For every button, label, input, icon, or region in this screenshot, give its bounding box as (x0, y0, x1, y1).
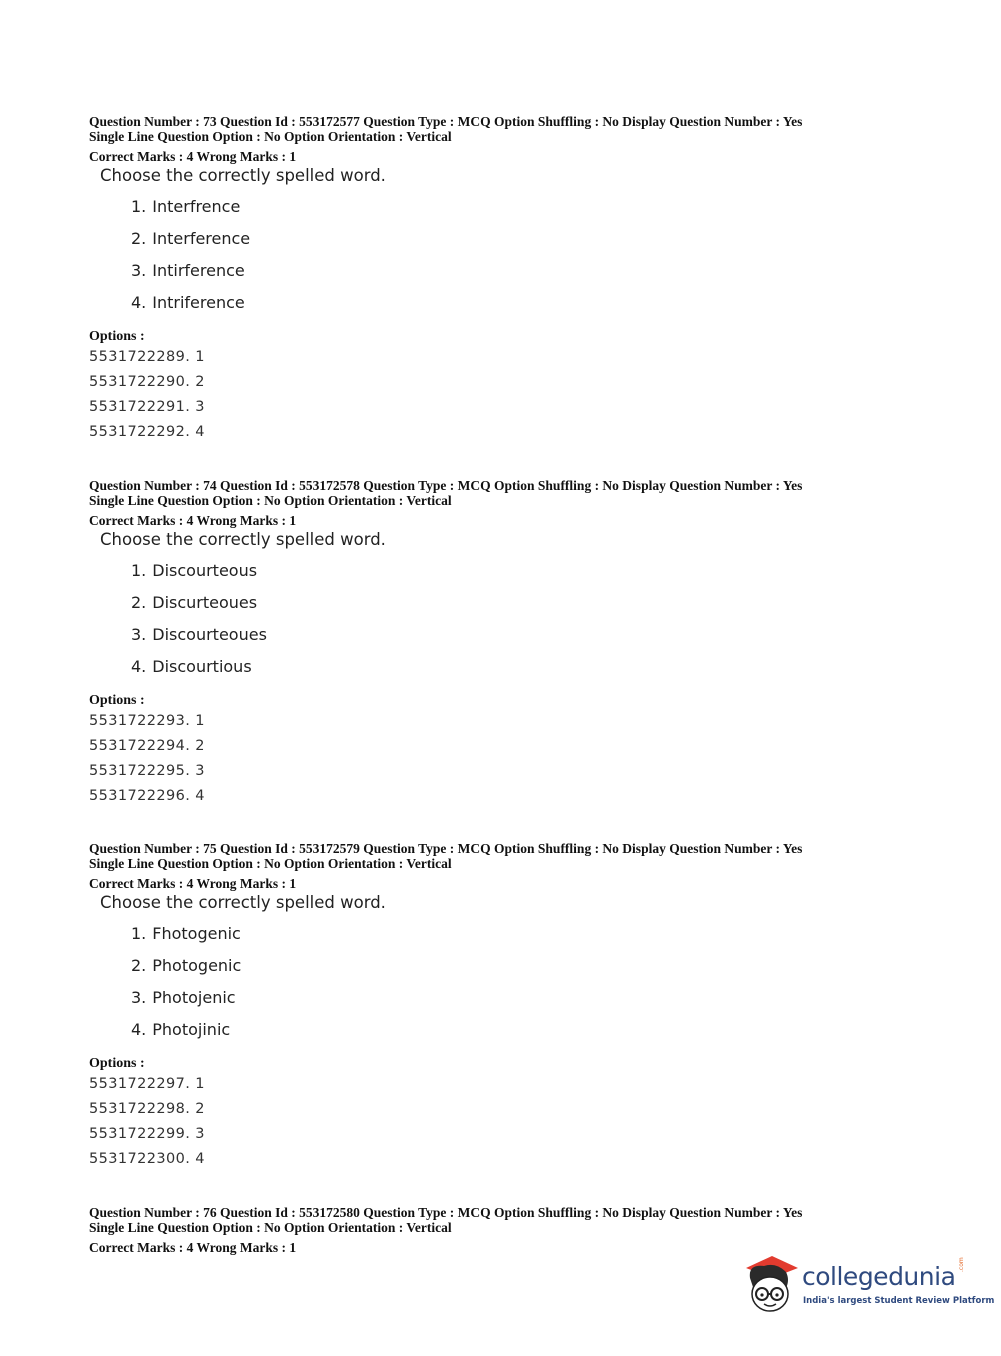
logo-tagline: India's largest Student Review Platform (803, 1296, 995, 1306)
option-id-item: 5531722294. 2 (89, 738, 205, 754)
question-block-75 (89, 841, 909, 1175)
option-id-item: 5531722297. 1 (89, 1076, 205, 1092)
question-block-73 (89, 114, 909, 448)
option-id-item: 5531722291. 3 (89, 399, 205, 415)
logo-wordmark: collegedunia (802, 1262, 956, 1291)
question-meta-line2: Single Line Question Option : No Option Orientation : Vertical (89, 129, 452, 144)
choice-item: 1. Fhotogenic (131, 924, 241, 943)
option-id-item: 5531722300. 4 (89, 1151, 205, 1167)
option-id-item: 5531722289. 1 (89, 349, 205, 365)
option-id-item: 5531722298. 2 (89, 1101, 205, 1117)
options-label: Options : (89, 329, 145, 344)
question-block-74 (89, 478, 909, 812)
question-meta-line1: Question Number : 74 Question Id : 553172578 Question Type : MCQ Option Shuffling : No Display Question Number : Yes (89, 478, 803, 493)
question-marks: Correct Marks : 4 Wrong Marks : 1 (89, 149, 297, 164)
choice-item: 1. Discourteous (131, 561, 258, 580)
choice-item: 4. Discourtious (131, 657, 252, 676)
choice-list (131, 560, 909, 688)
question-meta-line1: Question Number : 73 Question Id : 553172577 Question Type : MCQ Option Shuffling : No Display Question Number : Yes (89, 114, 803, 129)
choice-item: 2. Photogenic (131, 956, 242, 975)
question-meta-line2: Single Line Question Option : No Option Orientation : Vertical (89, 1220, 452, 1235)
question-marks: Correct Marks : 4 Wrong Marks : 1 (89, 1240, 297, 1255)
choice-item: 4. Photojinic (131, 1020, 231, 1039)
options-label: Options : (89, 693, 145, 708)
question-stem: Choose the correctly spelled word. (100, 166, 386, 185)
question-meta-line2: Single Line Question Option : No Option Orientation : Vertical (89, 856, 452, 871)
option-id-item: 5531722299. 3 (89, 1126, 205, 1142)
option-id-item: 5531722293. 1 (89, 713, 205, 729)
choice-item: 3. Intirference (131, 261, 245, 280)
option-id-item: 5531722290. 2 (89, 374, 205, 390)
choice-item: 1. Interfrence (131, 197, 241, 216)
option-id-list (89, 348, 909, 448)
choice-list (131, 923, 909, 1051)
logo-tld: .com (958, 1257, 965, 1272)
choice-item: 3. Discourteoues (131, 625, 267, 644)
question-stem: Choose the correctly spelled word. (100, 893, 386, 912)
option-id-item: 5531722292. 4 (89, 424, 205, 440)
collegedunia-logo (742, 1250, 995, 1314)
choice-item: 2. Discurteoues (131, 593, 258, 612)
choice-item: 2. Interference (131, 229, 251, 248)
option-id-list (89, 712, 909, 812)
question-block-76 (89, 1205, 909, 1255)
question-meta-line2: Single Line Question Option : No Option Orientation : Vertical (89, 493, 452, 508)
choice-item: 4. Intriference (131, 293, 245, 312)
question-marks: Correct Marks : 4 Wrong Marks : 1 (89, 876, 297, 891)
choice-item: 3. Photojenic (131, 988, 236, 1007)
choice-list (131, 196, 909, 324)
option-id-item: 5531722296. 4 (89, 788, 205, 804)
question-stem: Choose the correctly spelled word. (100, 530, 386, 549)
graduate-mascot-icon (742, 1250, 800, 1314)
question-meta-line1: Question Number : 76 Question Id : 553172580 Question Type : MCQ Option Shuffling : No Display Question Number : Yes (89, 1205, 803, 1220)
options-label: Options : (89, 1056, 145, 1071)
option-id-list (89, 1075, 909, 1175)
question-meta-line1: Question Number : 75 Question Id : 553172579 Question Type : MCQ Option Shuffling : No Display Question Number : Yes (89, 841, 803, 856)
question-marks: Correct Marks : 4 Wrong Marks : 1 (89, 513, 297, 528)
option-id-item: 5531722295. 3 (89, 763, 205, 779)
